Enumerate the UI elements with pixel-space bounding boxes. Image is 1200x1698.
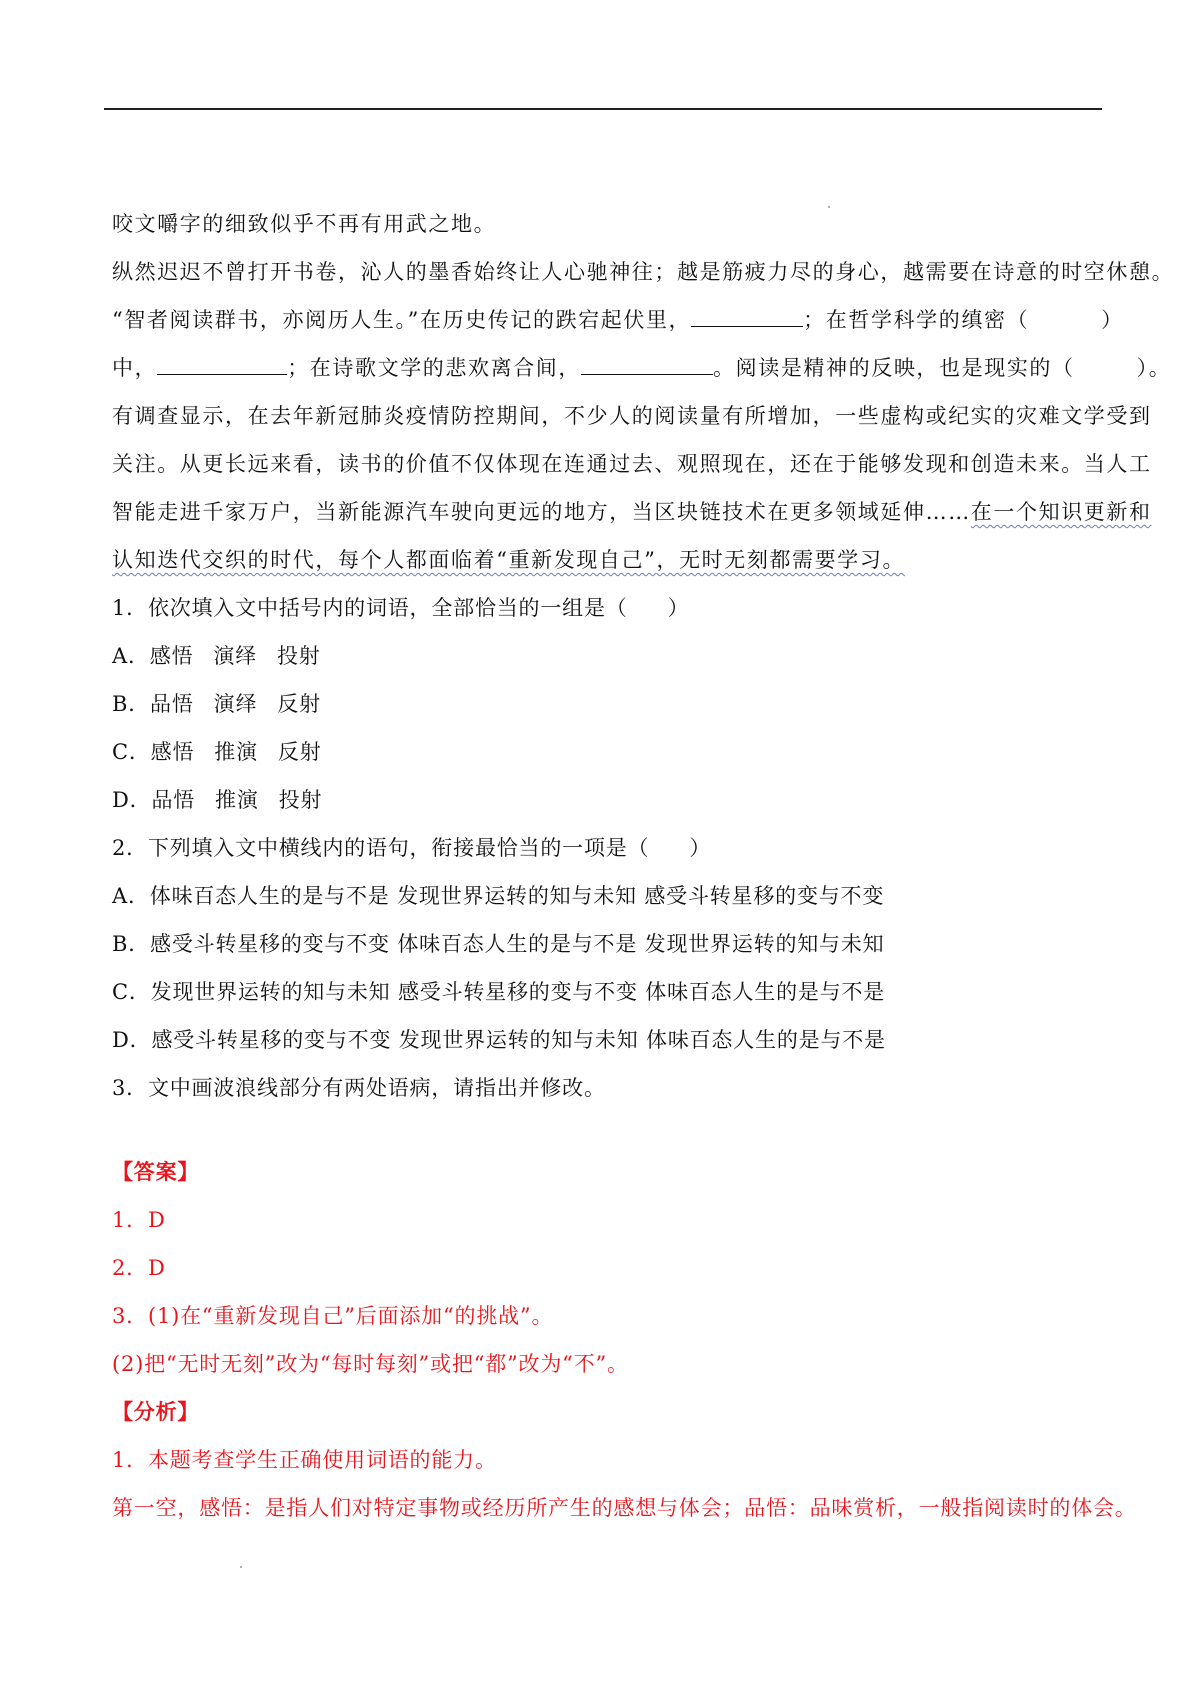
question-1-option-d bbox=[112, 784, 322, 814]
passage-text: 咬文嚼字的细致似乎不再有用武之地。 bbox=[112, 212, 497, 236]
question-1-stem bbox=[112, 592, 689, 622]
question-2-stem bbox=[112, 832, 711, 862]
answer-3-part-2 bbox=[112, 1348, 629, 1378]
question-text: ） bbox=[689, 836, 712, 860]
answer-heading-text: 【答案】 bbox=[112, 1159, 200, 1184]
passage-text: 有调查显示，在去年新冠肺炎疫情防控期间，不少人的阅读量有所增加，一些虚构或纪实的灾难文学受到 bbox=[112, 404, 1152, 428]
answer-3-part-1 bbox=[112, 1300, 553, 1330]
header-rule bbox=[104, 108, 1102, 110]
passage-text: 纵然迟迟不曾打开书卷，沁人的墨香始终让人心驰神往；越是筋疲力尽的身心，越需要在诗意的时空休憩。 bbox=[112, 260, 1175, 284]
option-phrase: 发现世界运转的知与未知 bbox=[150, 980, 391, 1004]
option-word: 反射 bbox=[277, 692, 321, 716]
question-text: 2．下列填入文中横线内的语句，衔接最恰当的一项是（ bbox=[112, 836, 650, 860]
question-2-option-c bbox=[112, 976, 885, 1006]
option-letter: C． bbox=[112, 740, 151, 764]
answer-text: 1．D bbox=[112, 1208, 166, 1232]
option-phrase: 体味百态人生的是与不是 bbox=[646, 1028, 886, 1052]
passage-text: ） bbox=[1101, 308, 1124, 332]
option-word: 感悟 bbox=[149, 644, 194, 668]
passage-text: “智者阅读群书，亦阅历人生。”在历史传记的跌宕起伏里， bbox=[112, 308, 692, 332]
question-3-stem bbox=[112, 1072, 606, 1102]
passage-text: 。阅读是精神的反映，也是现实的（ bbox=[713, 356, 1075, 380]
stray-dot bbox=[828, 206, 830, 208]
option-letter: B． bbox=[112, 692, 151, 716]
analysis-line-1 bbox=[112, 1444, 497, 1474]
option-word: 反射 bbox=[277, 740, 322, 764]
fill-blank-3 bbox=[581, 356, 713, 375]
option-word: 演绎 bbox=[213, 644, 257, 668]
passage-text: 智能走进千家万户，当新能源汽车驶向更远的地方，当区块链技术在更多领域延伸…… bbox=[112, 500, 971, 524]
option-letter: B． bbox=[112, 932, 151, 956]
analysis-text: 1．本题考查学生正确使用词语的能力。 bbox=[112, 1448, 497, 1472]
analysis-heading bbox=[112, 1396, 199, 1426]
fill-blank-1 bbox=[691, 308, 803, 327]
option-word: 感悟 bbox=[150, 740, 195, 764]
answer-text: 3．(1)在“重新发现自己”后面添加“的挑战”。 bbox=[112, 1304, 554, 1328]
passage-line-5 bbox=[112, 400, 1152, 430]
answer-1 bbox=[112, 1204, 166, 1234]
option-phrase: 体味百态人生的是与不是 bbox=[149, 884, 390, 908]
option-letter: D． bbox=[112, 788, 152, 812]
option-word: 投射 bbox=[278, 788, 323, 812]
answer-text: (2)把“无时无刻”改为“每时每刻”或把“都”改为“不”。 bbox=[112, 1352, 629, 1376]
passage-line-1 bbox=[112, 208, 496, 238]
option-word: 品悟 bbox=[150, 692, 194, 716]
passage-line-3 bbox=[112, 304, 1124, 334]
option-word: 品悟 bbox=[151, 788, 196, 812]
option-letter: A． bbox=[112, 884, 150, 908]
option-word: 演绎 bbox=[213, 692, 258, 716]
option-phrase: 感受斗转星移的变与不变 bbox=[644, 884, 885, 908]
answer-heading bbox=[112, 1156, 199, 1186]
option-phrase: 发现世界运转的知与未知 bbox=[397, 884, 637, 908]
passage-text: 关注。从更长远来看，读书的价值不仅体现在连通过去、观照现在，还在于能够发现和创造未来。当人工 bbox=[112, 452, 1152, 476]
passage-text: ；在哲学科学的缜密（ bbox=[803, 308, 1030, 332]
passage-text: ；在诗歌文学的悲欢离合间， bbox=[287, 356, 582, 380]
answer-text: 2．D bbox=[112, 1256, 166, 1280]
passage-text: ）。 bbox=[1136, 356, 1172, 380]
option-word: 推演 bbox=[215, 788, 259, 812]
option-phrase: 发现世界运转的知与未知 bbox=[398, 1028, 639, 1052]
question-1-option-c bbox=[112, 736, 322, 766]
wavy-underlined-text: 认知迭代交织的时代，每个人都面临着“重新发现自己”，无时无刻都需要学习。 bbox=[112, 548, 906, 572]
passage-text: 中， bbox=[112, 356, 158, 380]
option-phrase: 感受斗转星移的变与不变 bbox=[397, 980, 638, 1004]
passage-line-8 bbox=[112, 544, 905, 574]
question-1-option-b bbox=[112, 688, 321, 718]
passage-line-7 bbox=[112, 496, 1152, 526]
option-phrase: 体味百态人生的是与不是 bbox=[397, 932, 638, 956]
question-text: ） bbox=[667, 596, 690, 620]
passage-line-6 bbox=[112, 448, 1152, 478]
option-word: 推演 bbox=[214, 740, 258, 764]
question-text: 3．文中画波浪线部分有两处语病，请指出并修改。 bbox=[112, 1076, 606, 1100]
question-2-option-a bbox=[112, 880, 884, 910]
option-letter: A． bbox=[112, 644, 150, 668]
analysis-text: 第一空，感悟：是指人们对特定事物或经历所产生的感想与体会；品悟：品味赏析，一般指阅读时的体会。 bbox=[112, 1496, 1137, 1520]
option-word: 投射 bbox=[276, 644, 321, 668]
stray-dot bbox=[240, 1566, 242, 1568]
fill-blank-2 bbox=[157, 356, 287, 375]
analysis-heading-text: 【分析】 bbox=[112, 1399, 200, 1424]
question-2-option-d bbox=[112, 1024, 886, 1054]
option-letter: C． bbox=[112, 980, 151, 1004]
option-phrase: 感受斗转星移的变与不变 bbox=[151, 1028, 392, 1052]
question-1-option-a bbox=[112, 640, 321, 670]
option-phrase: 发现世界运转的知与未知 bbox=[644, 932, 885, 956]
option-letter: D． bbox=[112, 1028, 152, 1052]
answer-2 bbox=[112, 1252, 166, 1282]
passage-line-4 bbox=[112, 352, 1171, 382]
passage-line-2 bbox=[112, 256, 1174, 286]
analysis-line-2 bbox=[112, 1492, 1137, 1522]
question-text: 1．依次填入文中括号内的词语，全部恰当的一组是（ bbox=[112, 596, 628, 620]
wavy-underlined-text: 在一个知识更新和 bbox=[970, 500, 1152, 524]
question-2-option-b bbox=[112, 928, 884, 958]
option-phrase: 感受斗转星移的变与不变 bbox=[150, 932, 390, 956]
option-phrase: 体味百态人生的是与不是 bbox=[645, 980, 886, 1004]
